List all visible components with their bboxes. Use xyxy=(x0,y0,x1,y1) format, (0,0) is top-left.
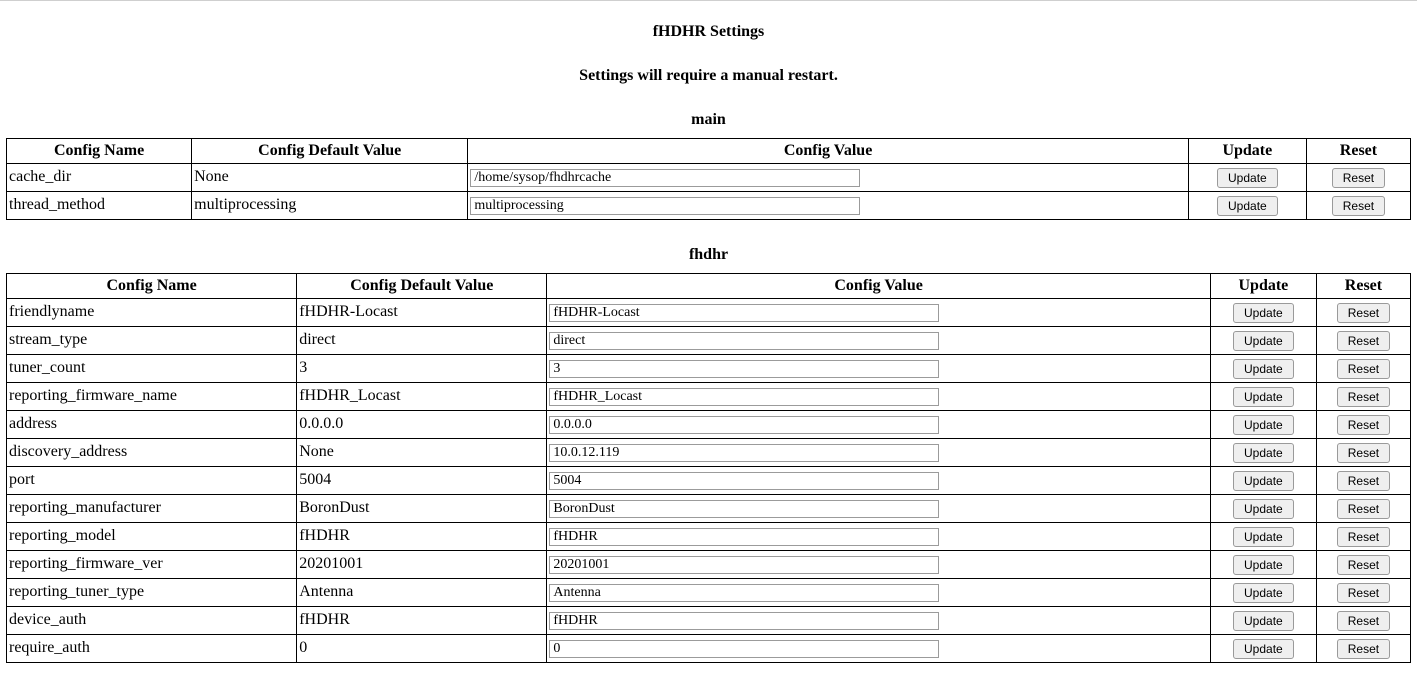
table-row xyxy=(7,164,1411,192)
table-row xyxy=(7,355,1411,383)
table-row xyxy=(7,383,1411,411)
column-header-config-value: Config Value xyxy=(547,274,1210,299)
update-button[interactable]: Update xyxy=(1233,555,1294,575)
config-name: reporting_firmware_ver xyxy=(7,551,297,579)
config-default-value: None xyxy=(192,164,468,192)
config-value-input[interactable] xyxy=(549,612,939,630)
config-value-input[interactable] xyxy=(549,640,939,658)
update-cell xyxy=(1210,579,1316,607)
table-row xyxy=(7,299,1411,327)
reset-button[interactable]: Reset xyxy=(1337,611,1390,631)
column-header-config-value: Config Value xyxy=(468,139,1189,164)
settings-rows-fhdhr xyxy=(7,299,1411,663)
config-name: friendlyname xyxy=(7,299,297,327)
update-cell xyxy=(1210,635,1316,663)
table-header-row xyxy=(7,274,1411,299)
reset-cell xyxy=(1316,551,1410,579)
config-value-input[interactable] xyxy=(549,360,939,378)
config-name: cache_dir xyxy=(7,164,192,192)
update-cell xyxy=(1188,192,1306,220)
reset-cell xyxy=(1316,495,1410,523)
reset-cell xyxy=(1306,192,1410,220)
update-cell xyxy=(1210,467,1316,495)
table-row xyxy=(7,607,1411,635)
reset-button[interactable]: Reset xyxy=(1332,196,1385,216)
reset-button[interactable]: Reset xyxy=(1337,387,1390,407)
update-button[interactable]: Update xyxy=(1233,499,1294,519)
update-cell xyxy=(1210,299,1316,327)
config-value-input[interactable] xyxy=(549,444,939,462)
update-button[interactable]: Update xyxy=(1233,387,1294,407)
config-value-cell xyxy=(547,299,1210,327)
reset-button[interactable]: Reset xyxy=(1337,499,1390,519)
column-header-update: Update xyxy=(1188,139,1306,164)
config-value-input[interactable] xyxy=(470,169,860,187)
config-name: tuner_count xyxy=(7,355,297,383)
config-name: reporting_firmware_name xyxy=(7,383,297,411)
table-row xyxy=(7,411,1411,439)
reset-button[interactable]: Reset xyxy=(1337,527,1390,547)
table-row xyxy=(7,523,1411,551)
reset-cell xyxy=(1306,164,1410,192)
table-row xyxy=(7,635,1411,663)
section-heading-fhdhr: fhdhr xyxy=(688,246,729,263)
page-title: fHDHR Settings xyxy=(652,23,765,40)
config-value-cell xyxy=(547,607,1210,635)
update-button[interactable]: Update xyxy=(1233,583,1294,603)
config-name: thread_method xyxy=(7,192,192,220)
config-name: stream_type xyxy=(7,327,297,355)
config-default-value: None xyxy=(297,439,547,467)
update-cell xyxy=(1210,607,1316,635)
update-cell xyxy=(1210,495,1316,523)
config-name: reporting_manufacturer xyxy=(7,495,297,523)
restart-notice: Settings will require a manual restart. xyxy=(579,67,838,84)
reset-cell xyxy=(1316,327,1410,355)
config-value-cell xyxy=(547,355,1210,383)
config-default-value: 3 xyxy=(297,355,547,383)
config-value-input[interactable] xyxy=(549,500,939,518)
update-button[interactable]: Update xyxy=(1233,415,1294,435)
config-value-cell xyxy=(547,523,1210,551)
config-value-input[interactable] xyxy=(549,472,939,490)
table-row xyxy=(7,439,1411,467)
config-value-input[interactable] xyxy=(549,388,939,406)
config-value-cell xyxy=(547,467,1210,495)
reset-cell xyxy=(1316,579,1410,607)
update-cell xyxy=(1210,551,1316,579)
config-value-cell xyxy=(468,164,1189,192)
reset-button[interactable]: Reset xyxy=(1337,443,1390,463)
config-value-input[interactable] xyxy=(549,584,939,602)
config-default-value: Antenna xyxy=(297,579,547,607)
config-value-cell xyxy=(547,579,1210,607)
config-default-value: 0 xyxy=(297,635,547,663)
update-cell xyxy=(1210,383,1316,411)
config-value-cell xyxy=(547,383,1210,411)
section-heading-main: main xyxy=(691,111,726,128)
top-divider xyxy=(0,0,1417,1)
config-value-cell xyxy=(547,495,1210,523)
config-value-cell xyxy=(547,551,1210,579)
update-button[interactable]: Update xyxy=(1233,331,1294,351)
update-button[interactable]: Update xyxy=(1233,471,1294,491)
update-cell xyxy=(1210,411,1316,439)
config-default-value: fHDHR xyxy=(297,523,547,551)
config-value-input[interactable] xyxy=(549,528,939,546)
config-default-value: fHDHR-Locast xyxy=(297,299,547,327)
config-default-value: 0.0.0.0 xyxy=(297,411,547,439)
column-header-config-default-value: Config Default Value xyxy=(192,139,468,164)
config-name: discovery_address xyxy=(7,439,297,467)
update-cell xyxy=(1188,164,1306,192)
config-default-value: BoronDust xyxy=(297,495,547,523)
config-default-value: fHDHR_Locast xyxy=(297,383,547,411)
table-row xyxy=(7,192,1411,220)
reset-button[interactable]: Reset xyxy=(1337,303,1390,323)
config-value-input[interactable] xyxy=(549,332,939,350)
config-default-value: multiprocessing xyxy=(192,192,468,220)
config-name: require_auth xyxy=(7,635,297,663)
column-header-config-default-value: Config Default Value xyxy=(297,274,547,299)
reset-cell xyxy=(1316,467,1410,495)
reset-button[interactable]: Reset xyxy=(1337,331,1390,351)
reset-cell xyxy=(1316,299,1410,327)
update-button[interactable]: Update xyxy=(1233,359,1294,379)
settings-table-main xyxy=(6,138,1411,220)
config-value-cell xyxy=(547,439,1210,467)
config-default-value: direct xyxy=(297,327,547,355)
column-header-config-name: Config Name xyxy=(7,139,192,164)
reset-cell xyxy=(1316,607,1410,635)
config-name: port xyxy=(7,467,297,495)
update-button[interactable]: Update xyxy=(1233,527,1294,547)
config-name: reporting_tuner_type xyxy=(7,579,297,607)
config-default-value: 20201001 xyxy=(297,551,547,579)
update-button[interactable]: Update xyxy=(1233,639,1294,659)
update-cell xyxy=(1210,439,1316,467)
table-row xyxy=(7,551,1411,579)
update-cell xyxy=(1210,327,1316,355)
table-row xyxy=(7,579,1411,607)
reset-button[interactable]: Reset xyxy=(1337,415,1390,435)
reset-button[interactable]: Reset xyxy=(1332,168,1385,188)
config-name: reporting_model xyxy=(7,523,297,551)
config-default-value: fHDHR xyxy=(297,607,547,635)
update-button[interactable]: Update xyxy=(1233,611,1294,631)
table-header-row xyxy=(7,139,1411,164)
reset-button[interactable]: Reset xyxy=(1337,471,1390,491)
column-header-reset: Reset xyxy=(1306,139,1410,164)
update-button[interactable]: Update xyxy=(1217,168,1278,188)
column-header-config-name: Config Name xyxy=(7,274,297,299)
reset-button[interactable]: Reset xyxy=(1337,359,1390,379)
update-button[interactable]: Update xyxy=(1233,303,1294,323)
update-button[interactable]: Update xyxy=(1233,443,1294,463)
update-cell xyxy=(1210,523,1316,551)
table-row xyxy=(7,495,1411,523)
table-row xyxy=(7,467,1411,495)
column-header-update: Update xyxy=(1210,274,1316,299)
config-name: device_auth xyxy=(7,607,297,635)
config-value-cell xyxy=(547,635,1210,663)
reset-button[interactable]: Reset xyxy=(1337,555,1390,575)
config-name: address xyxy=(7,411,297,439)
table-row xyxy=(7,327,1411,355)
config-value-input[interactable] xyxy=(470,197,860,215)
reset-cell xyxy=(1316,523,1410,551)
reset-cell xyxy=(1316,355,1410,383)
reset-cell xyxy=(1316,439,1410,467)
reset-cell xyxy=(1316,635,1410,663)
config-value-input[interactable] xyxy=(549,556,939,574)
reset-button[interactable]: Reset xyxy=(1337,583,1390,603)
config-value-cell xyxy=(547,411,1210,439)
config-value-cell xyxy=(547,327,1210,355)
reset-cell xyxy=(1316,383,1410,411)
reset-button[interactable]: Reset xyxy=(1337,639,1390,659)
config-value-cell xyxy=(468,192,1189,220)
column-header-reset: Reset xyxy=(1316,274,1410,299)
settings-table-fhdhr xyxy=(6,273,1411,663)
reset-cell xyxy=(1316,411,1410,439)
config-value-input[interactable] xyxy=(549,304,939,322)
config-value-input[interactable] xyxy=(549,416,939,434)
update-cell xyxy=(1210,355,1316,383)
update-button[interactable]: Update xyxy=(1217,196,1278,216)
config-default-value: 5004 xyxy=(297,467,547,495)
